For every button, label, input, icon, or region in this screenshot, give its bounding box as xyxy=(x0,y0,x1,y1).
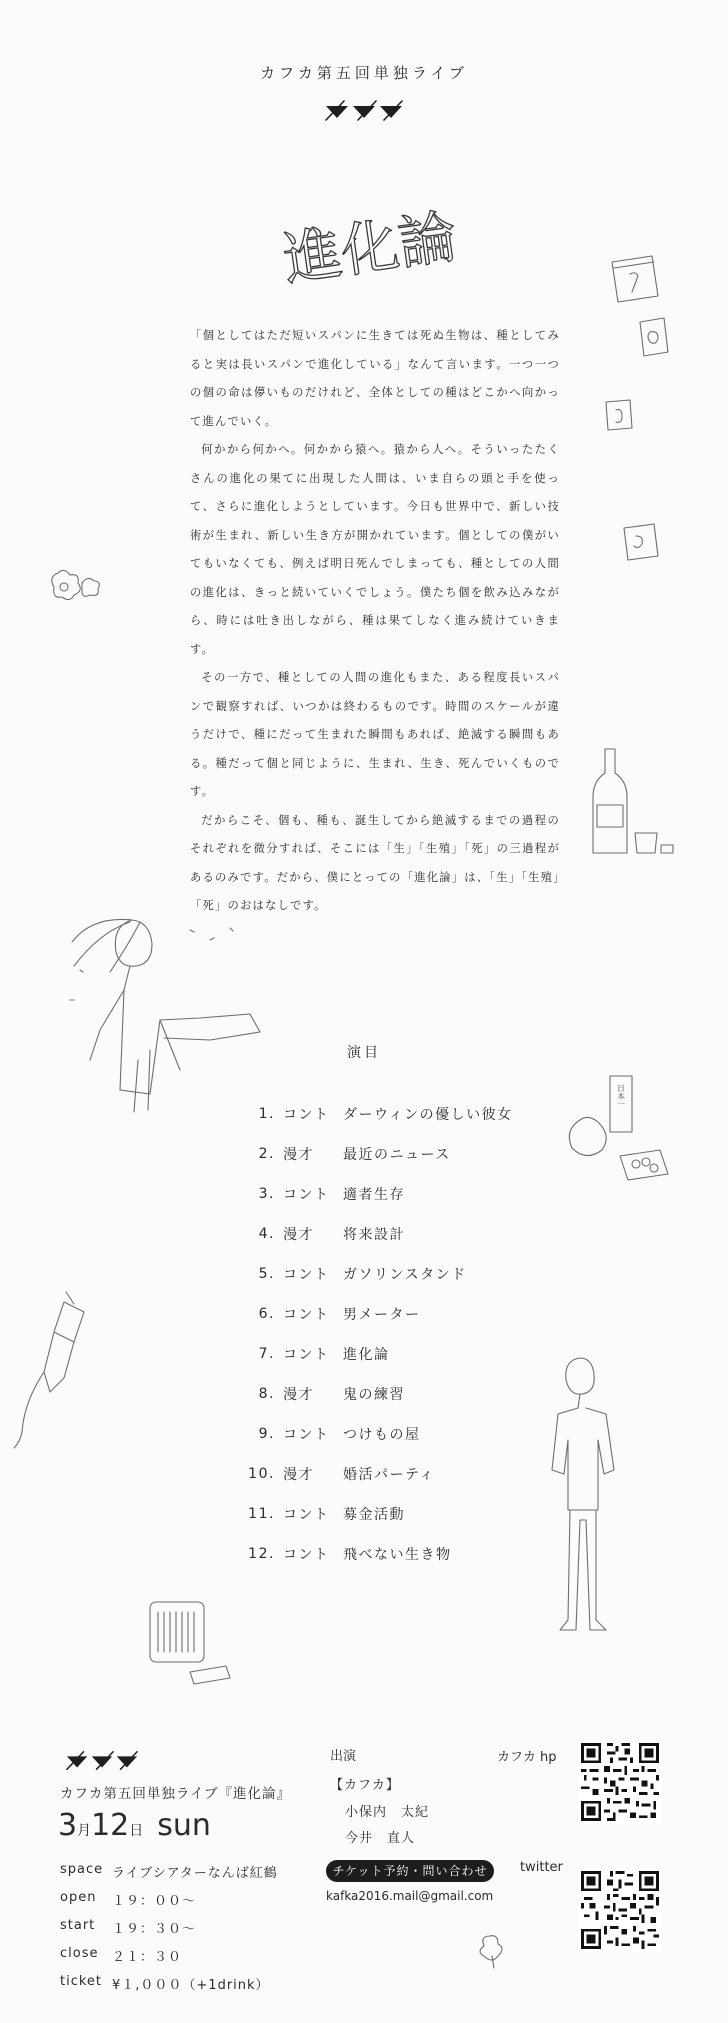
program-item-number: 2 xyxy=(258,1146,269,1162)
program-item-number: 6 xyxy=(258,1306,269,1322)
program-item-number: 4 xyxy=(258,1226,269,1242)
program-item: 4 . 漫才 将来設計 xyxy=(247,1214,547,1254)
program-item: 9 . コント つけもの屋 xyxy=(247,1414,547,1454)
cast-label: 出演 xyxy=(330,1749,357,1764)
svg-text:進化論: 進化論 xyxy=(279,202,461,294)
detail-row xyxy=(60,1862,278,1890)
program-item-number: 10 xyxy=(248,1466,269,1482)
detail-row xyxy=(60,1918,278,1946)
date-day: 12 xyxy=(91,1808,130,1843)
program-item-kind: コント xyxy=(283,1507,330,1523)
detail-key: space xyxy=(60,1862,104,1877)
main-title xyxy=(270,188,470,298)
detail-key: start xyxy=(60,1918,96,1933)
detail-value: ¥１,０００（+1drink） xyxy=(112,1978,270,1993)
program-item: 12 . コント 飛べない生き物 xyxy=(248,1546,452,1563)
program-item: 8 . 漫才 鬼の練習 xyxy=(247,1374,547,1414)
program-item-title: 進化論 xyxy=(343,1347,390,1363)
program-item-title: 鬼の練習 xyxy=(343,1387,405,1403)
cast-member: 小保内 太紀 xyxy=(345,1805,430,1820)
program-item-title: 適者生存 xyxy=(343,1187,405,1203)
essay-paragraph: だからこそ、個も、種も、誕生してから絶滅するまでの過程のそれぞれを微分すれば、そこには「生」「生殖」「死」の三過程があるのみです。だから、僕にとっての「進化論」は、「生」「生殖」「死」のおはなしです。 xyxy=(190,813,561,912)
program-heading: 演目 xyxy=(347,1045,381,1061)
date-month: 3 xyxy=(58,1808,78,1843)
detail-value: １９：３０〜 xyxy=(112,1922,197,1937)
program-item-kind: コント xyxy=(283,1187,330,1203)
essay-paragraph: 何かから何かへ。何かから猿へ。猿から人へ。そういったたくさんの進化の果てに出現した人間は、いま自らの頭と手を使って、さらに進化しようとしています。今日も世界中で、新しい技術が生まれ、新しい生き方が開かれています。個としての僕がいてもいなくても、例えば明日死んでしまっても、種としての人間の進化は、きっと続いていくでしょう。僕たち個を飲み込みながら、時には吐き出しながら、種は果てしなく進み続けていきます。 xyxy=(190,443,560,656)
radio-sketch-icon xyxy=(140,1592,240,1702)
homepage-label: カフカ hp xyxy=(497,1750,557,1765)
essay-paragraph: その一方で、種としての人間の進化もまた、ある程度長いスパンで観察すれば、いつかは終わるものです。時間のスケールが違うだけで、種にだって生まれた瞬間もあれば、絶滅する瞬間もある。種だって個と同じように、生まれ、生き、死んでいくものです。 xyxy=(190,671,560,798)
fuel-nozzle-sketch-icon xyxy=(4,1282,94,1452)
intro-essay xyxy=(190,322,560,921)
program-item-number: 5 xyxy=(258,1266,269,1282)
ticket-reservation-button[interactable]: チケット予約・問い合わせ xyxy=(326,1860,494,1882)
cast-group: 【カフカ】 xyxy=(330,1778,400,1793)
program-item-number: 8 xyxy=(258,1386,269,1402)
program-item-number: 9 xyxy=(258,1426,269,1442)
bottle-sketch-icon xyxy=(585,745,685,860)
program-list xyxy=(247,1094,547,1574)
program-item-kind: 漫才 xyxy=(283,1467,314,1483)
man-standing-sketch-icon xyxy=(540,1350,630,1640)
detail-value: ライブシアターなんば紅鶴 xyxy=(112,1866,278,1881)
program-item-title: ガソリンスタンド xyxy=(343,1267,467,1283)
detail-value: ２１：３０ xyxy=(112,1950,183,1965)
program-item: 11 . コント 募金活動 xyxy=(248,1506,405,1523)
detail-key: open xyxy=(60,1890,97,1905)
event-details xyxy=(60,1862,278,2002)
program-item-kind: コント xyxy=(283,1427,330,1443)
small-flower-icon xyxy=(472,1932,512,1972)
kafka-logo-icon xyxy=(322,98,406,124)
program-item-kind: 漫才 xyxy=(283,1147,314,1163)
program-item-title: 男メーター xyxy=(343,1307,421,1323)
twitter-label: twitter xyxy=(520,1860,563,1875)
cast-member: 今井 直人 xyxy=(345,1831,416,1846)
date-day-unit: 日 xyxy=(129,1823,144,1839)
date-weekday: sun xyxy=(157,1808,211,1843)
program-item: 5 . コント ガソリンスタンド xyxy=(247,1254,547,1294)
program-item: 3 . コント 適者生存 xyxy=(247,1174,547,1214)
program-item-number: 7 xyxy=(258,1346,269,1362)
program-item-kind: 漫才 xyxy=(283,1387,314,1403)
program-item-number: 3 xyxy=(258,1186,269,1202)
program-item-number: 11 xyxy=(248,1506,269,1522)
detail-key: ticket xyxy=(60,1974,103,1989)
homepage-qr-code-icon[interactable] xyxy=(578,1740,662,1824)
program-item-title: 募金活動 xyxy=(343,1507,405,1523)
program-item-number: 12 xyxy=(248,1546,269,1562)
program-item-title: 飛べない生き物 xyxy=(343,1547,452,1563)
event-date xyxy=(58,1808,211,1843)
program-item-title: つけもの屋 xyxy=(343,1427,421,1443)
program-item-title: 婚活パーティ xyxy=(343,1467,435,1483)
program-item: 6 . コント 男メーター xyxy=(247,1294,547,1334)
girl-with-scarf-sketch-icon xyxy=(60,910,300,1120)
date-month-unit: 月 xyxy=(77,1823,92,1839)
program-item-kind: コント xyxy=(283,1267,330,1283)
program-item-title: 最近のニュース xyxy=(343,1147,451,1163)
twitter-qr-code-icon[interactable] xyxy=(578,1868,662,1952)
program-item-kind: コント xyxy=(283,1547,330,1563)
detail-value: １９：００〜 xyxy=(112,1894,197,1909)
program-item: 2 . 漫才 最近のニュース xyxy=(247,1134,547,1174)
essay-paragraph: 「個としてはただ短いスパンに生きては死ぬ生物は、種としてみると実は長いスパンで進化している」なんて言います。一つ一つの個の命は儚いものだけれど、全体としての種はどこかへ向かって進んでいく。 xyxy=(190,329,560,428)
sake-and-snack-sketch-icon xyxy=(550,1070,680,1190)
program-item: 1 . コント ダーウィンの優しい彼女 xyxy=(247,1094,547,1134)
program-item-kind: コント xyxy=(283,1307,330,1323)
program-item: 7 . コント 進化論 xyxy=(247,1334,547,1374)
program-item-kind: 漫才 xyxy=(283,1227,314,1243)
contact-email-link[interactable]: kafka2016.mail@gmail.com xyxy=(326,1889,494,1903)
program-item-kind: コント xyxy=(283,1347,330,1363)
bottle-label: 日本一 xyxy=(616,1084,626,1108)
detail-row xyxy=(60,1946,278,1974)
event-title: カフカ第五回単独ライブ『進化論』 xyxy=(60,1786,292,1802)
program-item: 10 . 漫才 婚活パーティ xyxy=(248,1466,435,1483)
program-item-title: ダーウィンの優しい彼女 xyxy=(343,1107,513,1123)
kafka-logo-icon xyxy=(60,1749,144,1773)
detail-key: close xyxy=(60,1946,99,1961)
detail-row xyxy=(60,1890,278,1918)
calendar-pages-icon xyxy=(600,252,680,582)
detail-row xyxy=(60,1974,278,2002)
event-series-title: カフカ第五回単独ライブ xyxy=(260,64,468,82)
flower-sketch-icon xyxy=(42,565,112,625)
program-item-number: 1 xyxy=(258,1106,269,1122)
program-item-title: 将来設計 xyxy=(343,1227,405,1243)
program-item-kind: コント xyxy=(283,1107,330,1123)
